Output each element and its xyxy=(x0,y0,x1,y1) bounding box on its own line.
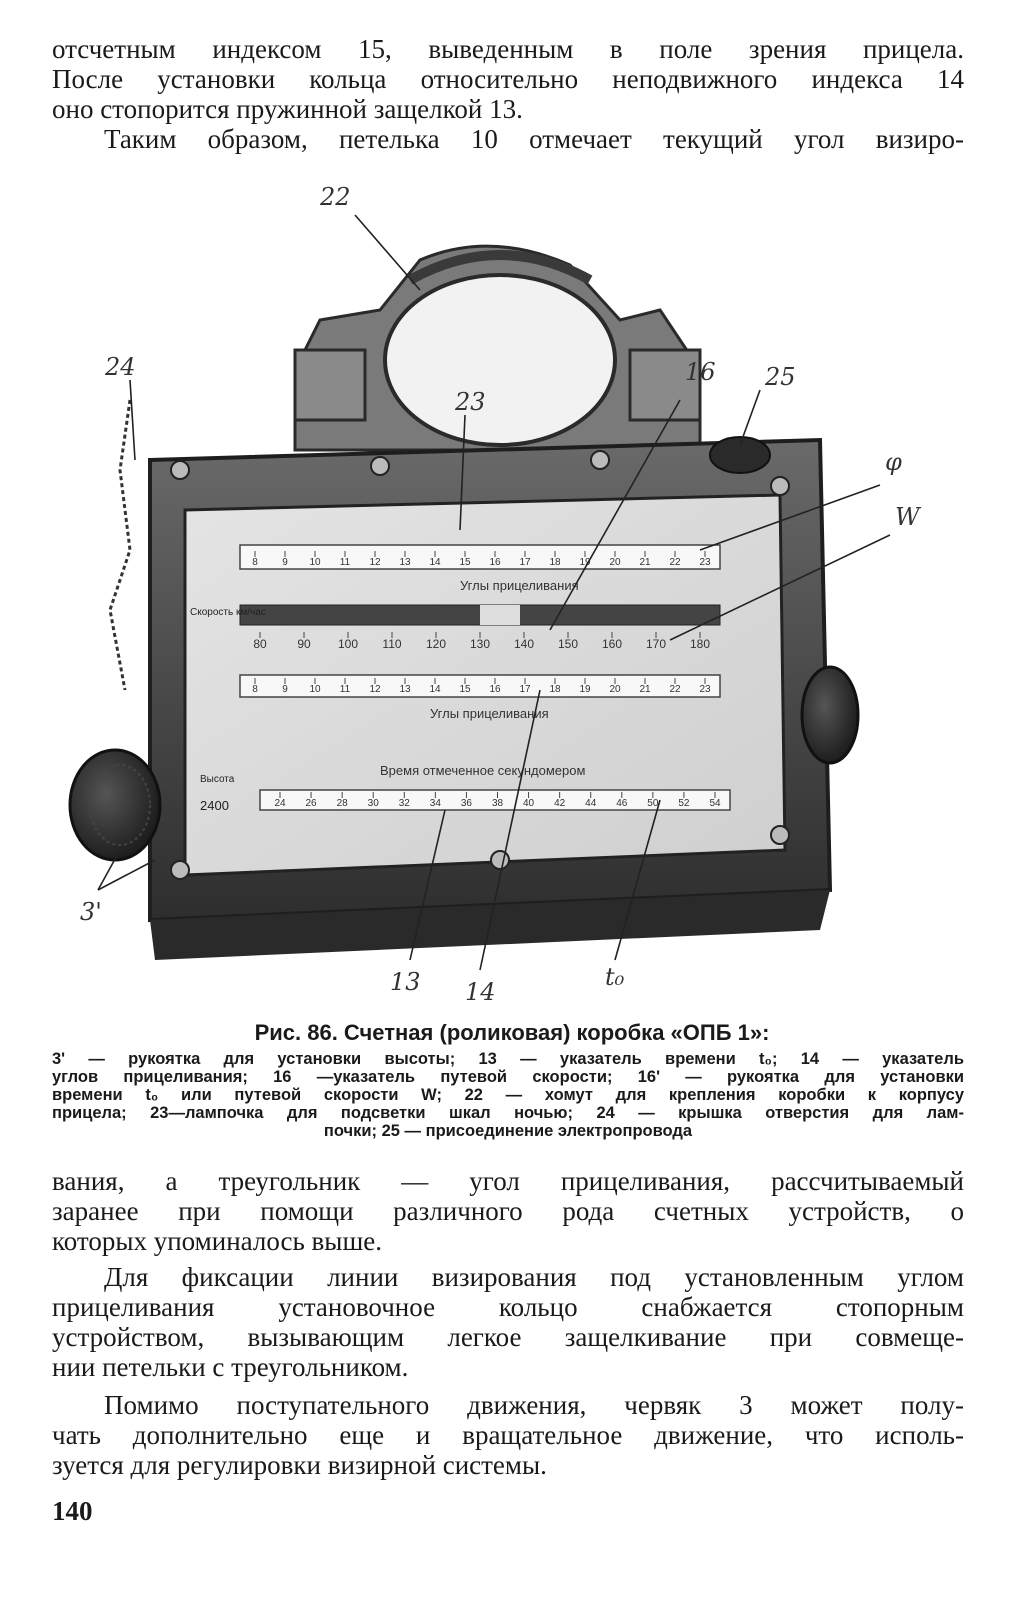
scale-tick-label: 21 xyxy=(639,684,651,695)
text-line: прицеливания установочное кольцо снабжается стопорным xyxy=(52,1292,964,1322)
caption-line: 3' — рукоятка для установки высоты; 13 — указатель времени t₀; 14 — указатель xyxy=(52,1050,964,1068)
bottom-paragraph-1 xyxy=(52,1166,964,1256)
scale-tick-label: 34 xyxy=(429,798,441,809)
scale-tick-label: 150 xyxy=(557,637,579,651)
device-body xyxy=(150,440,830,960)
scale-tick-label: 44 xyxy=(585,798,597,809)
label-22: 22 xyxy=(320,183,351,211)
top-paragraph xyxy=(52,34,964,154)
text-line: После установки кольца относительно неподвижного индекса 14 xyxy=(52,64,964,94)
scale-tick-label: 110 xyxy=(382,637,402,651)
device-photo xyxy=(60,170,960,1020)
scale-tick-label: 24 xyxy=(274,798,286,809)
label-phi: φ xyxy=(885,448,902,476)
scale-tick-label: 9 xyxy=(282,684,288,695)
scale-tick-label: 14 xyxy=(429,684,441,695)
scale-tick-label: 14 xyxy=(429,557,441,568)
text-line: Таким образом, петелька 10 отмечает текущий угол визиро- xyxy=(104,124,964,154)
scale-tick-label: 16 xyxy=(489,557,501,568)
scale-tick-label: 18 xyxy=(549,684,561,695)
text-line: вания, а треугольник — угол прицеливания, рассчитываемый xyxy=(52,1166,964,1196)
caption-line: времени t₀ или путевой скорости W; 22 — хомут для крепления коробки к корпусу xyxy=(52,1086,964,1104)
bottom-paragraph-3 xyxy=(52,1390,964,1480)
text-line: оно стопорится пружинной защелкой 13. xyxy=(52,94,523,124)
label-13: 13 xyxy=(390,968,421,996)
scale-tick-label: 46 xyxy=(616,798,628,809)
scale-tick-label: 17 xyxy=(519,684,531,695)
label-W: W xyxy=(895,503,920,531)
scale-tick-label: 16 xyxy=(489,684,501,695)
scale-tick-label: 13 xyxy=(399,557,411,568)
scale-tick-label: 12 xyxy=(369,684,381,695)
scale-tick-label: 22 xyxy=(669,557,681,568)
cable xyxy=(110,400,130,690)
scale-top-title: Углы прицеливания xyxy=(460,578,579,593)
height-label: Высота xyxy=(200,774,235,785)
scale-tick-label: 15 xyxy=(459,557,471,568)
label-25: 25 xyxy=(765,363,796,391)
scale-tick-label: 11 xyxy=(339,557,351,568)
text-line: нии петельки с треугольником. xyxy=(52,1352,409,1382)
page-number: 140 xyxy=(52,1496,93,1526)
scale-tick-label: 100 xyxy=(337,637,359,651)
caption-line: почки; 25 — присоединение электропровода xyxy=(323,1122,693,1140)
scale-tick-label: 140 xyxy=(513,637,535,651)
connector xyxy=(710,437,770,473)
scale-tick-label: 170 xyxy=(645,637,667,651)
scale-tick-label: 9 xyxy=(282,557,288,568)
scale-tick-label: 54 xyxy=(709,798,721,809)
height-knob xyxy=(70,750,160,860)
text-line: Помимо поступательного движения, червяк 3 может полу- xyxy=(104,1390,964,1420)
label-3prime: 3' xyxy=(80,898,102,926)
scale-tick-label: 17 xyxy=(519,557,531,568)
scale-tick-label: 38 xyxy=(491,798,504,809)
scale-tick-label: 26 xyxy=(305,798,317,809)
scale-tick-label: 13 xyxy=(399,684,411,695)
scale-tick-label: 23 xyxy=(699,684,711,695)
scale-tick-label: 160 xyxy=(601,637,623,651)
scale-tick-label: 42 xyxy=(554,798,566,809)
text-line: устройством, вызывающим легкое защелкивание при совмеще- xyxy=(52,1322,964,1352)
text-line: которых упоминалось выше. xyxy=(52,1226,382,1256)
scale-tick-label: 8 xyxy=(252,684,258,695)
scale-tick-label: 19 xyxy=(579,684,591,695)
scale-tick-label: 80 xyxy=(253,637,267,651)
scale-tick-label: 52 xyxy=(678,798,690,809)
scale-tick-label: 50 xyxy=(647,798,659,809)
text-line: Для фиксации линии визирования под установленным углом xyxy=(104,1262,964,1292)
text-line: чать дополнительно еще и вращательное движение, что исполь- xyxy=(52,1420,964,1450)
bottom-paragraph-2 xyxy=(52,1262,964,1382)
scale-tick-label: 15 xyxy=(459,684,471,695)
text-line: зуется для регулировки визирной системы. xyxy=(52,1450,547,1480)
speed-knob xyxy=(802,667,858,763)
scale-tick-label: 120 xyxy=(425,637,447,651)
scale-tick-label: 32 xyxy=(398,798,410,809)
text-line: отсчетным индексом 15, выведенным в поле зрения прицела. xyxy=(52,34,964,64)
clamp xyxy=(295,246,700,450)
label-t0: t₀ xyxy=(605,963,625,991)
scale-tick-label: 22 xyxy=(669,684,681,695)
scale-tick-label: 20 xyxy=(609,557,621,568)
scale-tick-label: 10 xyxy=(309,684,321,695)
scale-middle-title: Углы прицеливания xyxy=(430,706,549,721)
label-24: 24 xyxy=(105,353,136,381)
scale-tick-label: 19 xyxy=(579,557,591,568)
scale-tick-label: 40 xyxy=(523,798,535,809)
scale-tick-label: 180 xyxy=(689,637,711,651)
speed-label: Скорость км/час xyxy=(190,607,266,618)
scale-tick-label: 28 xyxy=(336,798,348,809)
caption-line: прицела; 23—лампочка для подсветки шкал ночью; 24 — крышка отверстия для лам- xyxy=(52,1104,964,1122)
caption-line: углов прицеливания; 16 —указатель путевой скорости; 16' — рукоятка для установки xyxy=(52,1068,964,1086)
scale-tick-label: 21 xyxy=(639,557,651,568)
label-23: 23 xyxy=(455,388,486,416)
scale-tick-label: 12 xyxy=(369,557,381,568)
time-scale-title: Время отмеченное секундомером xyxy=(380,763,586,778)
label-16: 16 xyxy=(685,358,716,386)
scale-tick-label: 8 xyxy=(252,557,258,568)
height-value: 2400 xyxy=(200,798,229,813)
figure-caption-title: Рис. 86. Счетная (роликовая) коробка «ОПБ 1»: xyxy=(254,1020,770,1045)
scale-tick-label: 18 xyxy=(549,557,561,568)
scale-tick-label: 130 xyxy=(469,637,491,651)
label-14: 14 xyxy=(465,978,496,1006)
scale-tick-label: 36 xyxy=(460,798,472,809)
scale-tick-label: 20 xyxy=(609,684,621,695)
scale-tick-label: 10 xyxy=(309,557,321,568)
scale-tick-label: 30 xyxy=(367,798,379,809)
scale-tick-label: 23 xyxy=(699,557,711,568)
figure-caption-body xyxy=(52,1050,964,1140)
text-line: заранее при помощи различного рода счетных устройств, о xyxy=(52,1196,964,1226)
scale-tick-label: 90 xyxy=(297,637,311,651)
scale-tick-label: 11 xyxy=(339,684,351,695)
